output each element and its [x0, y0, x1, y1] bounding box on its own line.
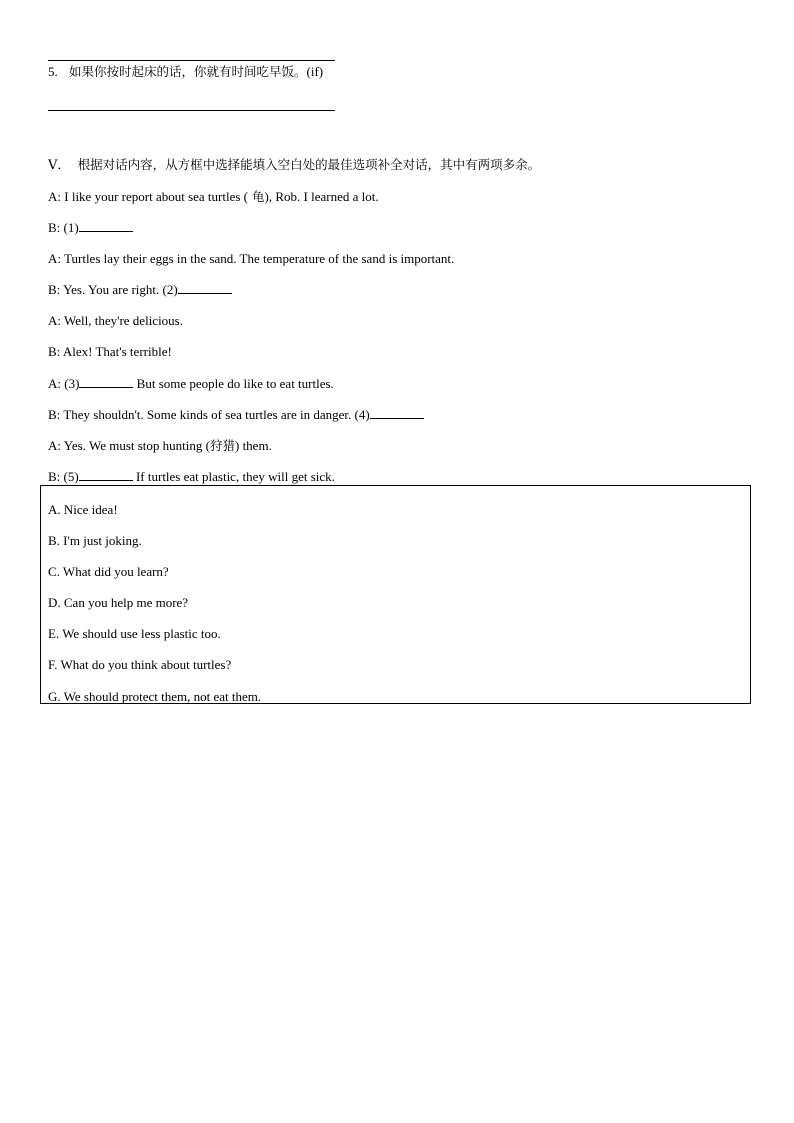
dialogue-line-3 — [48, 251, 454, 267]
dialogue-text: They shouldn't. Some kinds of sea turtles are in danger. (4) — [63, 407, 370, 422]
dialogue-text-after: But some people do like to eat turtles. — [133, 376, 334, 391]
dialogue-line-1 — [48, 189, 379, 205]
dialogue-text-after: ) them. — [234, 438, 272, 453]
dialogue-line-6 — [48, 344, 172, 360]
dialogue-speaker: B: — [48, 469, 61, 484]
dialogue-text-after: If turtles eat plastic, they will get sick. — [132, 469, 335, 484]
option-e: E. We should use less plastic too. — [48, 626, 221, 641]
dialogue-text: (3) — [64, 376, 80, 391]
blank-3[interactable] — [79, 376, 133, 388]
question-5-text: 如果你按时起床的话，你就有时间吃早饭。 — [69, 64, 307, 79]
dialogue-text: (1) — [63, 220, 79, 235]
dialogue-speaker: B: — [48, 344, 61, 359]
answer-line-q4 — [48, 60, 335, 61]
dialogue-cjk-gloss: 狩猎 — [209, 438, 235, 453]
option-a: A. Nice idea! — [48, 502, 118, 517]
dialogue-text: Yes. We must stop hunting ( — [63, 438, 210, 453]
dialogue-text: (5) — [63, 469, 79, 484]
dialogue-speaker: A: — [48, 438, 61, 453]
dialogue-text-after: ), Rob. I learned a lot. — [264, 189, 379, 204]
dialogue-line-2 — [48, 220, 133, 236]
blank-2[interactable] — [178, 282, 232, 294]
section-5-heading — [48, 157, 540, 173]
option-g: G. We should protect them, not eat them. — [48, 689, 262, 704]
dialogue-text: Well, they're delicious. — [64, 313, 183, 328]
dialogue-line-9 — [48, 438, 272, 454]
option-b: B. I'm just joking. — [48, 533, 142, 548]
dialogue-text: Yes. You are right. (2) — [63, 282, 178, 297]
question-5-hint: (if) — [306, 64, 324, 79]
dialogue-text: Alex! That's terrible! — [62, 344, 172, 359]
dialogue-text: Turtles lay their eggs in the sand. The temperature of the sand is important. — [64, 251, 455, 266]
dialogue-line-4 — [48, 282, 232, 298]
dialogue-line-10 — [48, 469, 335, 485]
dialogue-line-7 — [48, 376, 334, 392]
dialogue-speaker: B: — [48, 282, 61, 297]
answer-line-q5[interactable] — [48, 110, 335, 111]
dialogue-cjk-gloss: 龟 — [252, 189, 265, 204]
option-d: D. Can you help me more? — [48, 595, 189, 610]
dialogue-speaker: B: — [48, 220, 61, 235]
option-c: C. What did you learn? — [48, 564, 169, 579]
dialogue-speaker: A: — [48, 251, 61, 266]
question-5-number: 5. — [48, 64, 58, 79]
dialogue-speaker: A: — [48, 189, 61, 204]
question-5 — [48, 64, 323, 80]
option-f: F. What do you think about turtles? — [48, 657, 232, 672]
dialogue-speaker: B: — [48, 407, 61, 422]
dialogue-line-5 — [48, 313, 183, 329]
section-5-instruction: 根据对话内容，从方框中选择能填入空白处的最佳选项补全对话，其中有两项多余。 — [77, 157, 541, 172]
blank-5[interactable] — [79, 469, 133, 481]
dialogue-speaker: A: — [48, 313, 61, 328]
dialogue-speaker: A: — [48, 376, 61, 391]
blank-1[interactable] — [79, 220, 133, 232]
dialogue-line-8 — [48, 407, 424, 423]
section-5-label: Ⅴ． — [48, 157, 71, 172]
blank-4[interactable] — [370, 407, 424, 419]
dialogue-text: I like your report about sea turtles ( — [64, 189, 248, 204]
